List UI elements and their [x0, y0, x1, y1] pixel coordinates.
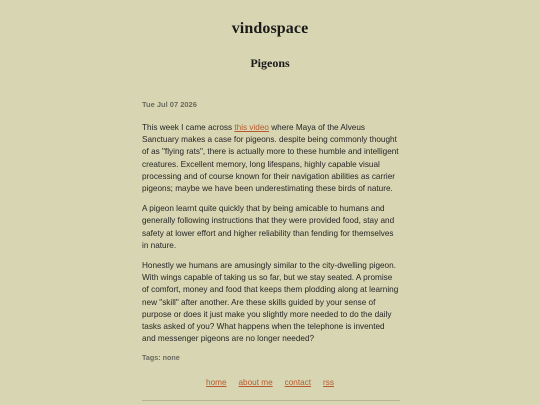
video-link[interactable]: this video: [234, 123, 269, 132]
footer-link-contact[interactable]: contact: [284, 378, 312, 387]
footer-nav: [0, 378, 540, 387]
post-content: [142, 100, 400, 362]
site-title[interactable]: vindospace: [231, 20, 309, 37]
footer-link-rss[interactable]: rss: [323, 378, 334, 387]
post-paragraph-1: [142, 122, 400, 195]
footer-link-about-me[interactable]: about me: [238, 378, 273, 387]
post-date: Tue Jul 07 2026: [142, 100, 197, 109]
post-paragraph-2: A pigeon learnt quite quickly that by being amicable to humans and generally following instructions that they were provided food, stay and safety at lower effort and higher reliability than fending for themselves in nature.: [142, 204, 395, 250]
post-paragraph-3: Honestly we humans are amusingly similar to the city-dwelling pigeon. With wings capable of taking us so far, but we stay seated. A promise of comfort, money and food that keeps them plodding along at learning new "skill" after another. Are these skills guided by your sense of purpose or does it just make you slightly more needed to do the daily tasks asked of you? What happens when the telephone is invented and messenger pigeons are no longer needed?: [142, 261, 399, 344]
post-tags: Tags: none: [142, 353, 180, 363]
post-title: Pigeons: [250, 56, 290, 70]
footer-divider: [142, 400, 400, 401]
paragraph-1-text-before: This week I came across: [142, 123, 235, 132]
footer-link-home[interactable]: home: [206, 378, 227, 387]
paragraph-1-text-after: where Maya of the Alveus Sanctuary makes a case for pigeons. despite being commonly thought of as "flying rats", there is actually more to these humble and intelligent creatures. Excellent memory, long lifespans, highly capable visual processing and of course known for their navigation abilities as carrier pigeons; maybe we have been underestimating these birds of nature.: [142, 123, 399, 194]
